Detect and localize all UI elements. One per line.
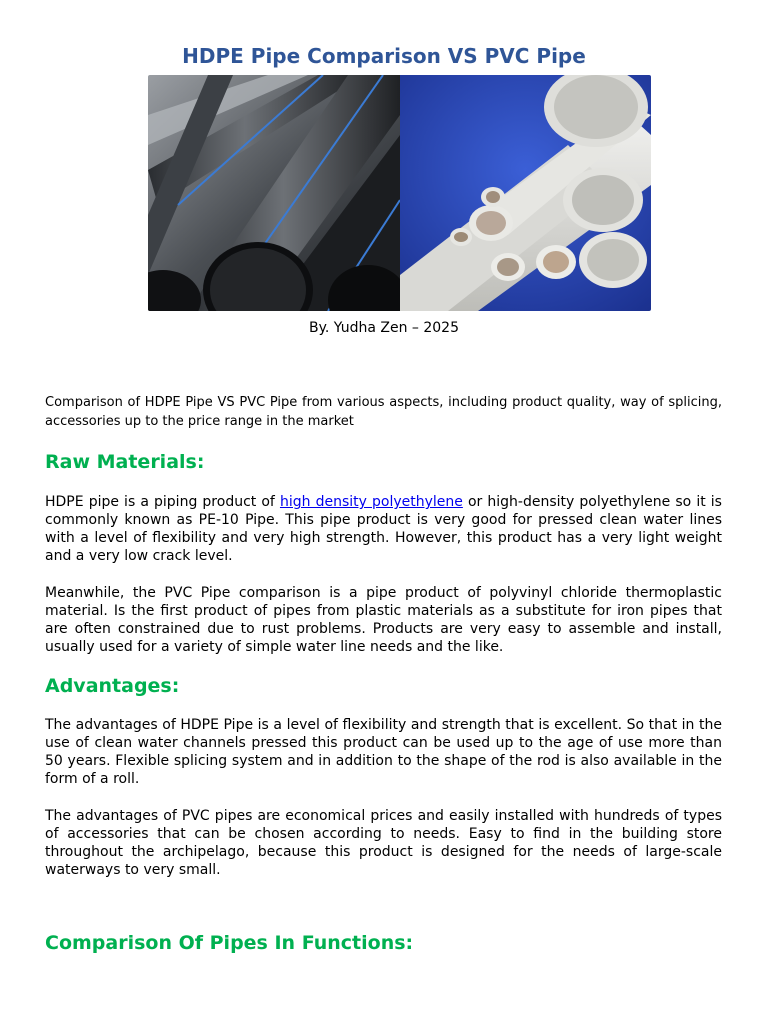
high-density-polyethylene-link[interactable]: high density polyethylene [279, 494, 463, 510]
intro-paragraph: Comparison of HDPE Pipe VS PVC Pipe from various aspects, including product quality, way of splicing, accessories up to the price range in the market [45, 395, 722, 429]
raw-materials-pvc-paragraph: Meanwhile, the PVC Pipe comparison is a pipe product of polyvinyl chloride thermoplastic material. Is the first product of pipes from plastic materials as a substitute for iron pipes that are often constrained due to rust problems. Products are very easy to assemble and install, usually used for a variety of simple water line needs and the like. [45, 585, 722, 655]
raw-materials-hdpe-text-start: HDPE pipe is a piping product of [45, 494, 280, 510]
hdpe-pipes-photo-icon [148, 75, 408, 311]
pvc-pipes-photo-icon [400, 75, 651, 311]
heading-comparison-functions: Comparison Of Pipes In Functions: [45, 932, 414, 954]
page-title: HDPE Pipe Comparison VS PVC Pipe [182, 44, 586, 68]
advantages-pvc-paragraph: The advantages of PVC pipes are economical prices and easily installed with hundreds of types of accessories that can be chosen according to needs. Easy to find in the building store throughout the archipelago, because this product is designed for the needs of large-scale waterways to very small. [45, 808, 722, 878]
hero-image [148, 75, 651, 311]
advantages-hdpe-paragraph: The advantages of HDPE Pipe is a level of flexibility and strength that is excellent. So that in the use of clean water channels pressed this product can be used up to the age of use more than 50 years. Flexible splicing system and in addition to the shape of the rod is also available in the form of a roll. [45, 717, 722, 787]
heading-raw-materials: Raw Materials: [45, 451, 205, 473]
raw-materials-hdpe-paragraph [45, 493, 722, 565]
heading-advantages: Advantages: [45, 675, 180, 697]
author-byline: By. Yudha Zen – 2025 [308, 320, 459, 336]
raw-materials-hdpe-text-end: or high-density polyethylene so it is commonly known as PE-10 Pipe. This pipe product is very good for pressed clean water lines with a level of flexibility and very high strength. However, this product has a very light weight and a very low crack level. [45, 494, 722, 564]
